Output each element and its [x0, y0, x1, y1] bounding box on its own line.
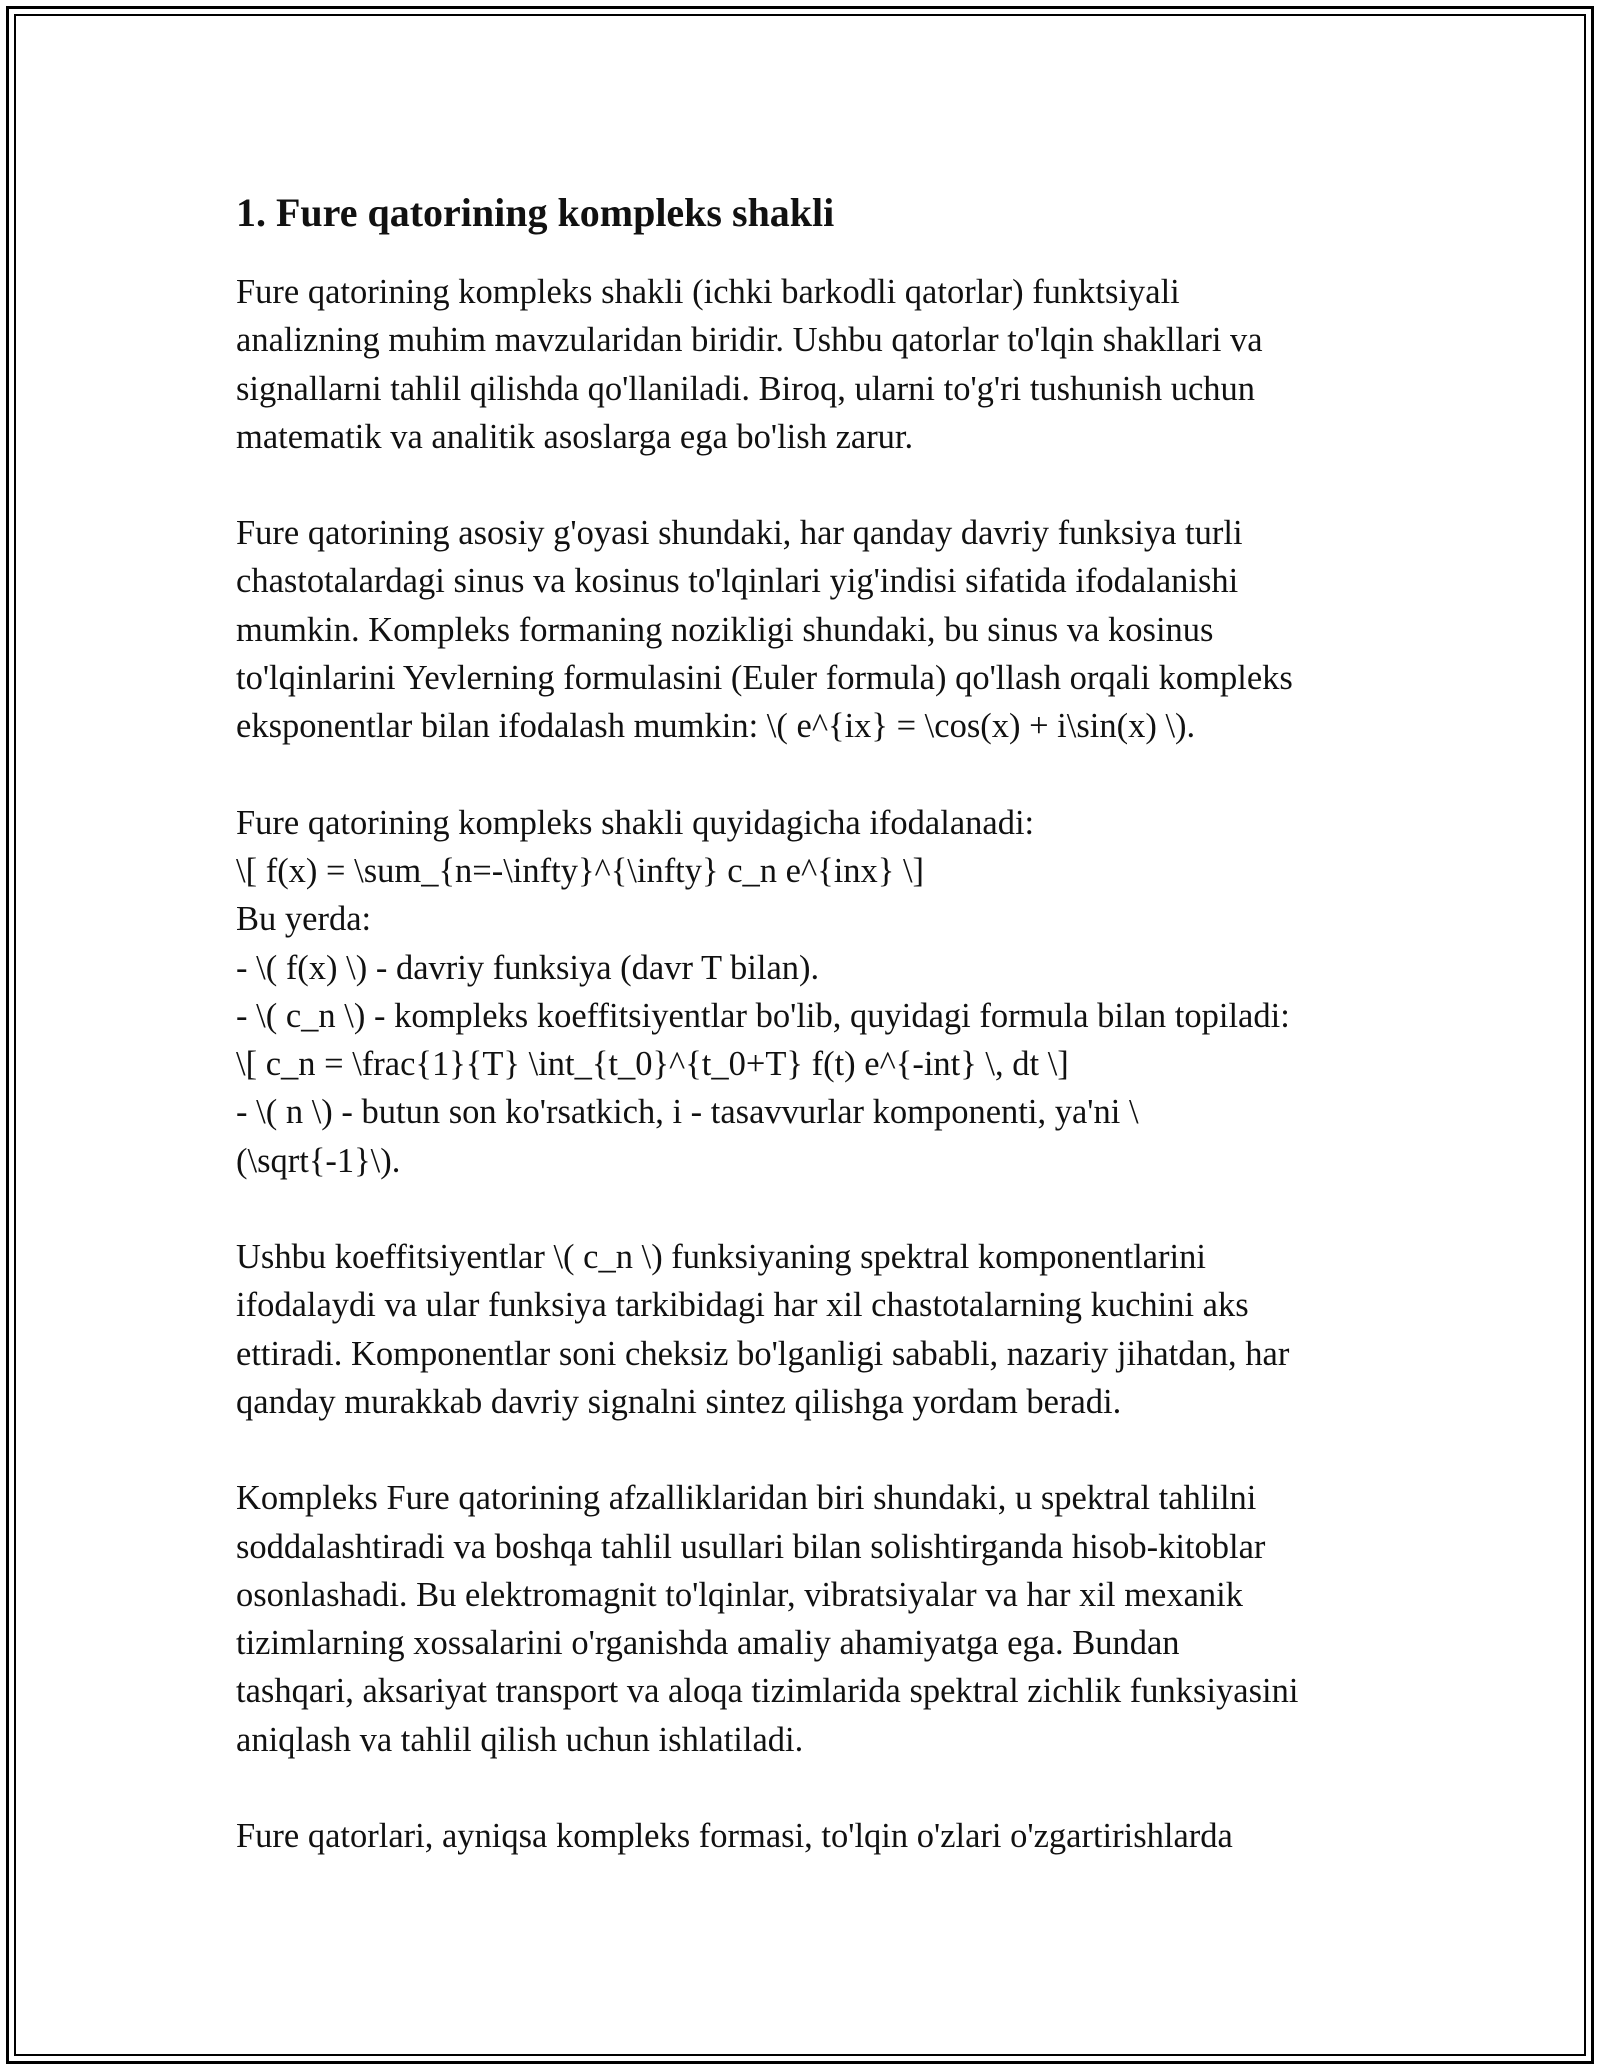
paragraph-continuation: Fure qatorlari, ayniqsa kompleks formasi, to'lqin o'zlari o'zgartirishlarda: [236, 1817, 1233, 1856]
document-body: [236, 184, 1370, 1860]
paragraph-coefficients: Ushbu koeffitsiyentlar \( c_n \) funksiyaning spektral komponentlarini ifodalaydi va ular funksiya tarkibidagi har xil chastotalarning kuchini aks ettiradi. Komponentlar soni cheksiz bo'lganligi sababli, nazariy jihatdan, har qanday murakkab davriy signalni sintez qilishga yordam beradi.: [236, 1238, 1290, 1421]
paragraph-formula: Fure qatorining kompleks shakli quyidagicha ifodalanadi: \[ f(x) = \sum_{n=-\infty}^{\infty} c_n e^{inx} \] Bu yerda: - \( f(x) \) - davriy funksiya (davr T bilan). - \( c_n \) - kompleks koeffitsiyentlar bo'lib, quyidagi formula bilan topiladi: \[ c_n = \frac{1}{T} \int_{t_0}^{t_0+T} f(t) e^{-int} \, dt \] - \( n \) - butun son ko'rsatkich, i - tasavvurlar komponenti, ya'ni \ (\sqrt{-1}\).: [236, 803, 1290, 1180]
paragraph-main-idea: Fure qatorining asosiy g'oyasi shundaki, har qanday davriy funksiya turli chastotalardagi sinus va kosinus to'lqinlari yig'indisi sifatida ifodalanishi mumkin. Kompleks formaning nozikligi shundaki, bu sinus va kosinus to'lqinlarini Yevlerning formulasini (Euler formula) qo'llash orqali kompleks eksponentlar bilan ifodalash mumkin: \( e^{ix} = \cos(x) + i\sin(x) \).: [236, 514, 1293, 746]
section-heading: 1. Fure qatorining kompleks shakli: [236, 190, 835, 235]
paragraph-advantages: Kompleks Fure qatorining afzalliklaridan biri shundaki, u spektral tahlilni soddalashtiradi va boshqa tahlil usullari bilan solishtirganda hisob-kitoblar osonlashadi. Bu elektromagnit to'lqinlar, vibratsiyalar va har xil mexanik tizimlarning xossalarini o'rganishda amaliy ahamiyatga ega. Bundan tashqari, aksariyat transport va aloqa tizimlarida spektral zichlik funksiyasini aniqlash va tahlil qilish uchun ishlatiladi.: [236, 1479, 1299, 1759]
paragraph-intro: Fure qatorining kompleks shakli (ichki barkodli qatorlar) funktsiyali analizning muhim mavzularidan biridir. Ushbu qatorlar to'lqin shakllari va signallarni tahlil qilishda qo'llaniladi. Biroq, ularni to'g'ri tushunish uchun matematik va analitik asoslarga ega bo'lish zarur.: [236, 273, 1263, 456]
